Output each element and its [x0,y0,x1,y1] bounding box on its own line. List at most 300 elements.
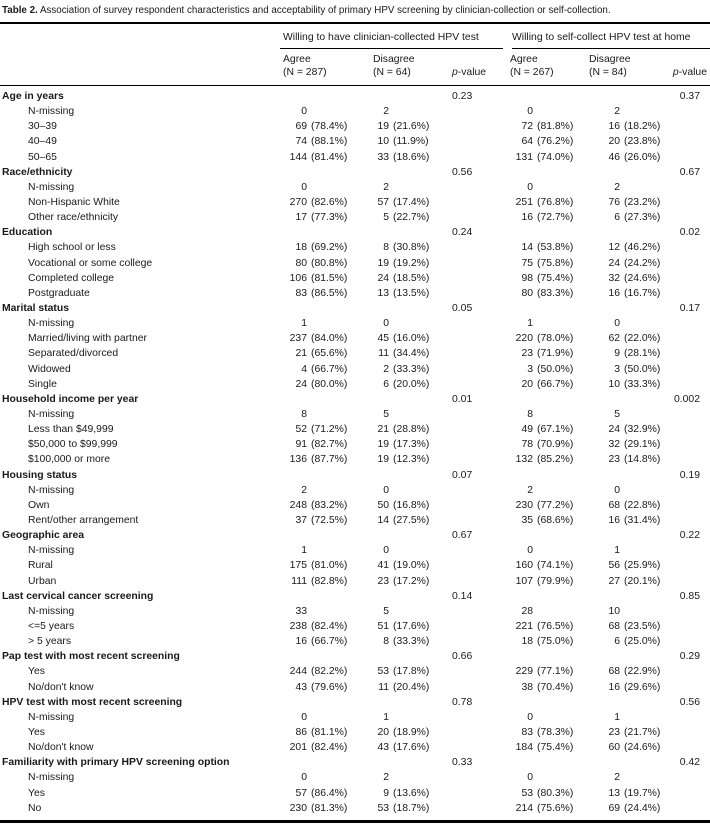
count-value: 20 [521,378,533,390]
row-label-category: HPV test with most recent screening [2,696,183,708]
percent-value: (83.3%) [537,287,574,299]
row-label-item: Non-Hispanic White [28,197,120,209]
cell-self-agree [503,347,575,360]
percent-value: (83.2%) [311,499,348,511]
percent-value: (29.6%) [624,681,661,693]
count-value: 270 [289,197,307,209]
subheader-n: (N = 64) [373,66,411,78]
percent-value: (27.3%) [624,212,661,224]
cell-self-agree [503,363,575,376]
percent-value: (77.2%) [537,499,574,511]
count-value: 98 [521,272,533,284]
count-value: 238 [289,620,307,632]
table-row [0,710,710,725]
cell-clinician-disagree [350,620,428,633]
cell-self-disagree [575,544,661,557]
count-value: 8 [383,242,389,254]
cell-clinician-agree [280,196,350,209]
percent-value: (27.5%) [393,515,430,526]
cell-self-disagree [575,317,661,330]
row-label-item: Single [28,378,57,390]
cell-clinician-disagree [350,332,428,345]
percent-value: (16.7%) [624,287,661,299]
count-value: 75 [521,257,533,269]
percent-value: (72.5%) [311,515,348,526]
cell-self-disagree [575,257,661,270]
table-row [0,195,710,210]
count-value: 37 [295,515,307,526]
count-value: 0 [383,545,389,557]
column-group-header-row [0,31,710,49]
count-value: 18 [521,636,533,648]
row-label-category: Geographic area [2,530,85,542]
cell-self-agree [503,287,575,300]
cell-clinician-agree [280,120,350,133]
cell-self-disagree [575,151,661,164]
cell-clinician-agree [280,484,350,497]
count-value: 2 [301,484,307,496]
count-value: 41 [377,560,389,572]
count-value: 28 [521,605,533,617]
cell-clinician-pvalue: 0.23 [452,91,473,103]
percent-value: (70.4%) [537,681,574,693]
cell-self-disagree [575,681,661,694]
percent-value: (86.5%) [311,287,348,299]
percent-value: (65.6%) [311,348,348,360]
count-value: 57 [377,197,389,209]
count-value: 0 [527,545,533,557]
table-row [0,604,710,619]
percent-value: (74.1%) [537,560,574,572]
percent-value: (32.9%) [624,424,661,436]
percent-value: (31.4%) [624,515,661,526]
percent-value [389,711,393,724]
percent-value: (24.6%) [624,272,661,284]
cell-self-disagree [575,635,661,648]
row-label-item: Postgraduate [28,287,90,299]
percent-value: (75.0%) [537,636,574,648]
row-label-item: N-missing [28,181,75,193]
row-label-category: Last cervical cancer screening [2,590,154,602]
cell-self-agree [503,378,575,391]
row-label-category: Education [2,227,53,239]
count-value: 248 [289,499,307,511]
cell-clinician-agree [280,559,350,572]
table-row [0,225,710,240]
cell-clinician-disagree [350,151,428,164]
table-row [0,452,710,467]
cell-self-disagree [575,787,661,800]
cell-clinician-disagree [350,514,428,527]
row-label-item: 40–49 [28,136,57,148]
percent-value [533,408,537,421]
count-value: 9 [614,348,620,360]
count-value: 16 [608,287,620,299]
cell-clinician-disagree [350,181,428,194]
percent-value [389,408,393,421]
cell-clinician-disagree [350,105,428,118]
row-label-item: $100,000 or more [28,454,111,466]
cell-self-agree [503,423,575,436]
percent-value: (19.0%) [393,560,430,572]
count-value: 5 [383,409,389,421]
percent-value: (82.7%) [311,439,348,451]
table-row [0,619,710,634]
cell-self-disagree [575,135,661,148]
count-value: 8 [383,636,389,648]
percent-value: (17.3%) [393,439,430,451]
percent-value [389,181,393,194]
p-symbol: p [672,66,679,78]
count-value: 6 [614,636,620,648]
percent-value [307,544,311,557]
count-value: 53 [377,666,389,678]
table-row [0,346,710,361]
count-value: 50 [377,499,389,511]
row-label-category: Age in years [2,91,64,103]
row-label-item: Yes [28,787,45,799]
percent-value [533,771,537,784]
count-value: 2 [383,772,389,784]
cell-clinician-disagree [350,665,428,678]
cell-clinician-agree [280,635,350,648]
count-value: 0 [301,106,307,118]
cell-clinician-disagree [350,120,428,133]
percent-value: (75.4%) [537,742,574,754]
count-value: 0 [383,484,389,496]
count-value: 2 [614,106,620,118]
percent-value: (78.4%) [311,121,348,133]
cell-clinician-agree [280,605,350,618]
cell-self-disagree [575,802,661,815]
percent-value: (22.7%) [393,212,430,224]
count-value: 53 [377,802,389,814]
cell-self-agree [503,196,575,209]
count-value: 6 [383,378,389,390]
row-label-item: Other race/ethnicity [28,212,119,224]
percent-value: (86.4%) [311,787,348,799]
percent-value: (17.6%) [393,742,430,754]
cell-clinician-agree [280,438,350,451]
count-value: 5 [383,605,389,617]
count-value: 53 [521,787,533,799]
count-value: 220 [515,333,533,345]
count-value: 2 [527,484,533,496]
cell-clinician-disagree [350,211,428,224]
count-value: 9 [383,787,389,799]
count-value: 1 [301,545,307,557]
count-value: 83 [521,726,533,738]
percent-value: (76.5%) [537,620,574,632]
percent-value [620,605,624,618]
count-value: 64 [521,136,533,148]
cell-clinician-disagree [350,287,428,300]
percent-value [389,484,393,497]
percent-value: (66.7%) [311,636,348,648]
count-value: 111 [291,575,307,587]
count-value: 45 [377,333,389,345]
table-row [0,89,710,104]
percent-value: (33.3%) [393,363,430,375]
percent-value: (82.8%) [311,575,348,587]
row-label-item: Urban [28,575,57,587]
percent-value: (24.2%) [624,257,661,269]
table-body [0,86,710,816]
cell-self-agree [503,484,575,497]
table-row [0,104,710,119]
percent-value: (76.8%) [537,197,574,209]
percent-value: (17.8%) [393,666,430,678]
table-row [0,574,710,589]
table-caption-text: Association of survey respondent characteristics and acceptability of primary HPV screening by clinician-collection or self-collection. [39,5,611,16]
count-value: 43 [295,681,307,693]
count-value: 24 [608,424,620,436]
count-value: 0 [527,106,533,118]
cell-self-disagree [575,408,661,421]
cell-clinician-agree [280,287,350,300]
row-label-category: Race/ethnicity [2,166,73,178]
cell-self-disagree [575,711,661,724]
row-label-item: > 5 years [28,636,72,648]
percent-value: (80.0%) [311,378,348,390]
count-value: 23 [608,726,620,738]
table-row [0,119,710,134]
cell-self-disagree [575,741,661,754]
percent-value [533,605,537,618]
count-value: 68 [608,499,620,511]
count-value: 144 [289,151,307,163]
cell-self-disagree [575,347,661,360]
cell-self-disagree [575,499,661,512]
cell-clinician-disagree [350,272,428,285]
percent-value: (82.6%) [311,197,348,209]
cell-self-disagree [575,181,661,194]
count-value: 17 [295,212,307,224]
percent-value [620,317,624,330]
row-label-item: Widowed [28,363,71,375]
cell-clinician-agree [280,711,350,724]
table-row [0,134,710,149]
count-value: 43 [377,742,389,754]
subheader-label: Agree [510,54,538,65]
count-value: 3 [614,363,620,375]
count-value: 10 [377,136,389,148]
percent-value: (16.8%) [393,499,430,511]
row-label-item: N-missing [28,409,75,421]
cell-self-disagree [575,363,661,376]
cell-clinician-agree [280,105,350,118]
percent-value: (22.0%) [624,333,661,345]
cell-self-disagree [575,211,661,224]
cell-clinician-pvalue: 0.07 [452,469,473,481]
cell-clinician-pvalue: 0.33 [452,757,473,769]
cell-self-agree [503,257,575,270]
cell-self-agree [503,544,575,557]
count-value: 91 [295,439,307,451]
cell-self-agree [503,181,575,194]
cell-self-agree [503,408,575,421]
cell-clinician-disagree [350,408,428,421]
cell-self-agree [503,802,575,815]
row-label-item: Completed college [28,272,115,284]
count-value: 0 [527,772,533,784]
count-value: 8 [527,409,533,421]
cell-self-agree [503,514,575,527]
subheader-label: Disagree [589,54,631,65]
row-label-item: N-missing [28,772,75,784]
subheader-label: Disagree [373,54,415,65]
percent-value [620,484,624,497]
subheader-self-pvalue [661,67,710,80]
row-label-category: Pap test with most recent screening [2,651,180,663]
cell-self-disagree [575,453,661,466]
cell-self-agree [503,741,575,754]
count-value: 3 [527,363,533,375]
count-value: 19 [377,454,389,466]
count-value: 16 [295,636,307,648]
cell-self-pvalue: 0.29 [679,651,700,663]
percent-value: (81.3%) [311,802,348,814]
cell-clinician-disagree [350,711,428,724]
count-value: 20 [377,726,389,738]
subheader-self-agree [503,54,575,79]
cell-self-agree [503,665,575,678]
cell-self-disagree [575,605,661,618]
count-value: 23 [377,575,389,587]
subheader-clinician-pvalue [428,67,503,80]
count-value: 0 [614,318,620,330]
count-value: 23 [521,348,533,360]
percent-value: (76.2%) [537,136,574,148]
cell-self-disagree [575,196,661,209]
cell-clinician-disagree [350,317,428,330]
cell-clinician-disagree [350,241,428,254]
row-label-item: N-missing [28,106,75,118]
table-row [0,392,710,407]
table-row [0,407,710,422]
percent-value: (81.1%) [311,726,348,738]
percent-value: (18.6%) [393,151,430,163]
percent-value: (67.1%) [537,424,574,436]
percent-value [389,605,393,618]
percent-value [533,544,537,557]
row-label-item: N-missing [28,545,75,557]
count-value: 72 [521,121,533,133]
percent-value: (70.9%) [537,439,574,451]
cell-clinician-disagree [350,787,428,800]
count-value: 237 [289,333,307,345]
count-value: 20 [608,136,620,148]
percent-value [307,771,311,784]
percent-value: (33.3%) [624,378,661,390]
subheader-n: (N = 287) [283,66,327,78]
table-row [0,725,710,740]
count-value: 78 [521,439,533,451]
row-label-item: <=5 years [28,620,75,632]
count-value: 13 [377,287,389,299]
cell-self-disagree [575,272,661,285]
cell-self-agree [503,211,575,224]
subheader-label: Agree [283,54,311,65]
count-value: 214 [515,802,533,814]
count-value: 221 [515,620,533,632]
cell-clinician-agree [280,257,350,270]
table-row [0,362,710,377]
cell-clinician-agree [280,363,350,376]
table-row [0,740,710,755]
percent-value: (33.3%) [393,636,430,648]
count-value: 21 [295,348,307,360]
percent-value: (28.8%) [393,424,430,436]
count-value: 69 [295,121,307,133]
column-subheader-row [0,54,710,85]
cell-clinician-agree [280,151,350,164]
cell-self-disagree [575,105,661,118]
count-value: 19 [377,439,389,451]
count-value: 160 [515,560,533,572]
percent-value: (23.2%) [624,197,661,209]
percent-value: (23.8%) [624,136,661,148]
count-value: 2 [614,772,620,784]
table-number: Table 2. [2,5,38,16]
percent-value: (82.4%) [311,742,348,754]
percent-value [620,544,624,557]
count-value: 0 [527,181,533,193]
cell-clinician-disagree [350,453,428,466]
row-label-item: Own [28,499,50,511]
count-value: 62 [608,333,620,345]
table-row [0,165,710,180]
percent-value: (30.8%) [393,242,430,254]
percent-value: (13.5%) [393,287,430,299]
percent-value: (75.4%) [537,272,574,284]
count-value: 68 [608,620,620,632]
subheader-n: (N = 84) [589,66,627,78]
cell-clinician-disagree [350,378,428,391]
cell-clinician-agree [280,423,350,436]
percent-value [533,711,537,724]
count-value: 16 [608,121,620,133]
percent-value: (69.2%) [311,242,348,254]
cell-clinician-agree [280,347,350,360]
count-value: 12 [608,242,620,254]
percent-value: (66.7%) [537,378,574,390]
cell-self-disagree [575,726,661,739]
table-row [0,695,710,710]
cell-self-agree [503,120,575,133]
row-label-item: Rent/other arrangement [28,515,139,526]
cell-self-pvalue: 0.22 [679,530,700,542]
cell-clinician-agree [280,378,350,391]
table-row [0,679,710,694]
cell-clinician-disagree [350,726,428,739]
cell-clinician-pvalue: 0.78 [452,696,473,708]
row-label-item: Rural [28,560,53,572]
cell-self-pvalue: 0.42 [679,757,700,769]
cell-self-agree [503,151,575,164]
cell-clinician-agree [280,681,350,694]
percent-value [389,544,393,557]
cell-self-agree [503,317,575,330]
percent-value: (20.1%) [624,575,661,587]
cell-self-agree [503,135,575,148]
percent-value: (71.2%) [311,424,348,436]
percent-value: (84.0%) [311,333,348,345]
cell-clinician-agree [280,317,350,330]
count-value: 24 [377,272,389,284]
percent-value: (28.1%) [624,348,661,360]
cell-self-pvalue: 0.56 [679,696,700,708]
